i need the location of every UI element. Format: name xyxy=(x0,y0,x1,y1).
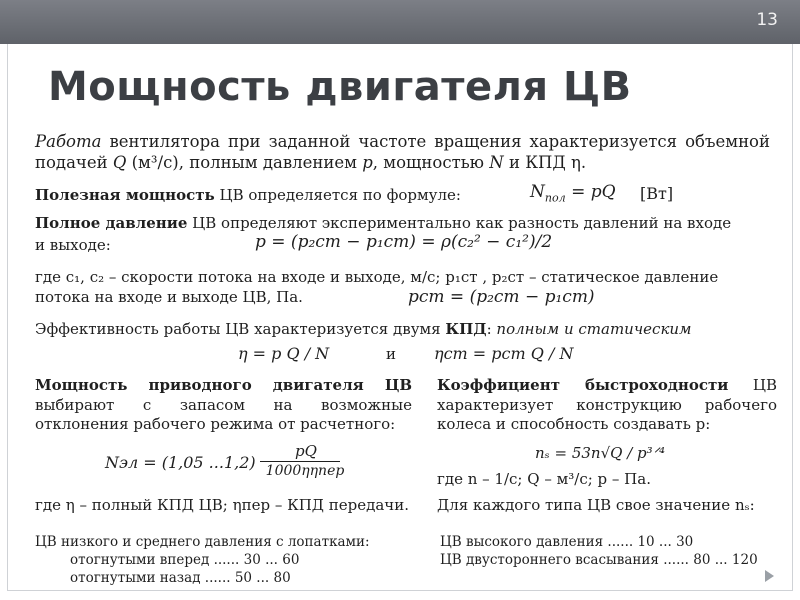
static-efficiency-formula: ηст = pст Q / N xyxy=(434,344,574,363)
slide-title: Мощность двигателя ЦВ xyxy=(48,64,632,110)
total-pressure-bold: Полное давление xyxy=(35,214,188,232)
low-pressure-forward: отогнутыми вперед ...... 30 ... 60 xyxy=(70,552,300,568)
efficiency-bold: КПД xyxy=(445,320,487,338)
speed-coefficient-paragraph xyxy=(437,376,777,435)
intro-text-3: , мощностью xyxy=(372,153,490,172)
fraction-bar xyxy=(260,461,340,462)
useful-power-unit: [Вт] xyxy=(640,184,674,203)
total-efficiency-formula: η = p Q / N xyxy=(238,344,330,363)
speed-coefficient-each: Для каждого типа ЦВ свое значение nₛ: xyxy=(437,496,755,514)
total-pressure-text: ЦВ определяют экспериментально как разность давлений на входе xyxy=(187,214,732,232)
speed-coefficient-bold: Коэффициент быстроходности xyxy=(437,376,729,394)
useful-power-line xyxy=(35,186,461,205)
intro-text-4: и КПД η. xyxy=(503,153,587,172)
speed-coefficient-text: ЦВ характеризует конструкцию рабочего колеса и способность создавать p: xyxy=(437,376,777,433)
speed-coefficient-where: где n – 1/с; Q – м³/с; p – Па. xyxy=(437,470,651,488)
intro-n: N xyxy=(489,153,504,172)
velocities-line1: где c₁, c₂ – скорости потока на входе и выходе, м/с; p₁ст , p₂ст – статическое давление xyxy=(35,268,719,286)
total-pressure-text2: и выходе: xyxy=(35,236,111,254)
low-pressure-backward: отогнутыми назад ...... 50 ... 80 xyxy=(70,570,291,586)
total-pressure-line xyxy=(35,214,731,233)
top-bar xyxy=(0,0,800,44)
speed-coefficient-formula: nₛ = 53n√Q / p³ᐟ⁴ xyxy=(535,444,665,462)
efficiency-and: и xyxy=(386,345,396,363)
efficiency-text1: Эффективность работы ЦВ характеризуется двумя xyxy=(35,320,446,338)
motor-power-where: где η – полный КПД ЦВ; ηпер – КПД передачи. xyxy=(35,496,409,514)
intro-paragraph xyxy=(35,131,770,173)
total-pressure-formula: p = (p₂ст − p₁ст) = ρ(c₂² − c₁²)/2 xyxy=(255,232,553,252)
intro-text-2: (м³/с), полным давлением xyxy=(126,153,363,172)
useful-power-formula: $N_{пол}$ = pQ xyxy=(530,182,616,205)
motor-power-fraction-den: 1000ηηпер xyxy=(265,463,345,479)
motor-power-text: выбирают с запасом на возможные отклонения рабочего режима от расчетного: xyxy=(35,395,412,433)
frame-bottom-line xyxy=(7,590,793,591)
velocities-line2: потока на входе и выходе ЦВ, Па. xyxy=(35,288,303,306)
motor-power-fraction-num: pQ xyxy=(295,442,317,460)
intro-text-1: вентилятора при заданной частоте вращения характеризуется объемной подачей xyxy=(35,132,770,172)
intro-work: Работа xyxy=(35,132,102,151)
useful-power-bold: Полезная мощность xyxy=(35,186,215,204)
low-pressure-title: ЦВ низкого и среднего давления с лопатками: xyxy=(35,534,370,550)
useful-power-text: ЦВ определяется по формуле: xyxy=(214,186,461,204)
motor-power-bold: Мощность приводного двигателя ЦВ xyxy=(35,376,412,394)
efficiency-line xyxy=(35,320,692,339)
motor-power-paragraph xyxy=(35,376,412,435)
efficiency-text2: : xyxy=(486,320,497,338)
frame-left-line xyxy=(7,44,8,590)
next-arrow-icon[interactable] xyxy=(765,570,774,582)
motor-power-formula-lhs: Nэл = (1,05 ...1,2) xyxy=(105,453,256,472)
page-number: 13 xyxy=(756,10,778,30)
double-suction-range: ЦВ двустороннего всасывания ...... 80 ... 120 xyxy=(440,552,758,568)
efficiency-italic: полным и статическим xyxy=(496,320,692,338)
high-pressure-range: ЦВ высокого давления ...... 10 ... 30 xyxy=(440,534,694,550)
static-pressure-formula: pст = (p₂ст − p₁ст) xyxy=(408,287,595,307)
intro-q: Q xyxy=(112,153,127,172)
frame-right-line xyxy=(792,44,793,590)
intro-p: p xyxy=(362,153,373,172)
